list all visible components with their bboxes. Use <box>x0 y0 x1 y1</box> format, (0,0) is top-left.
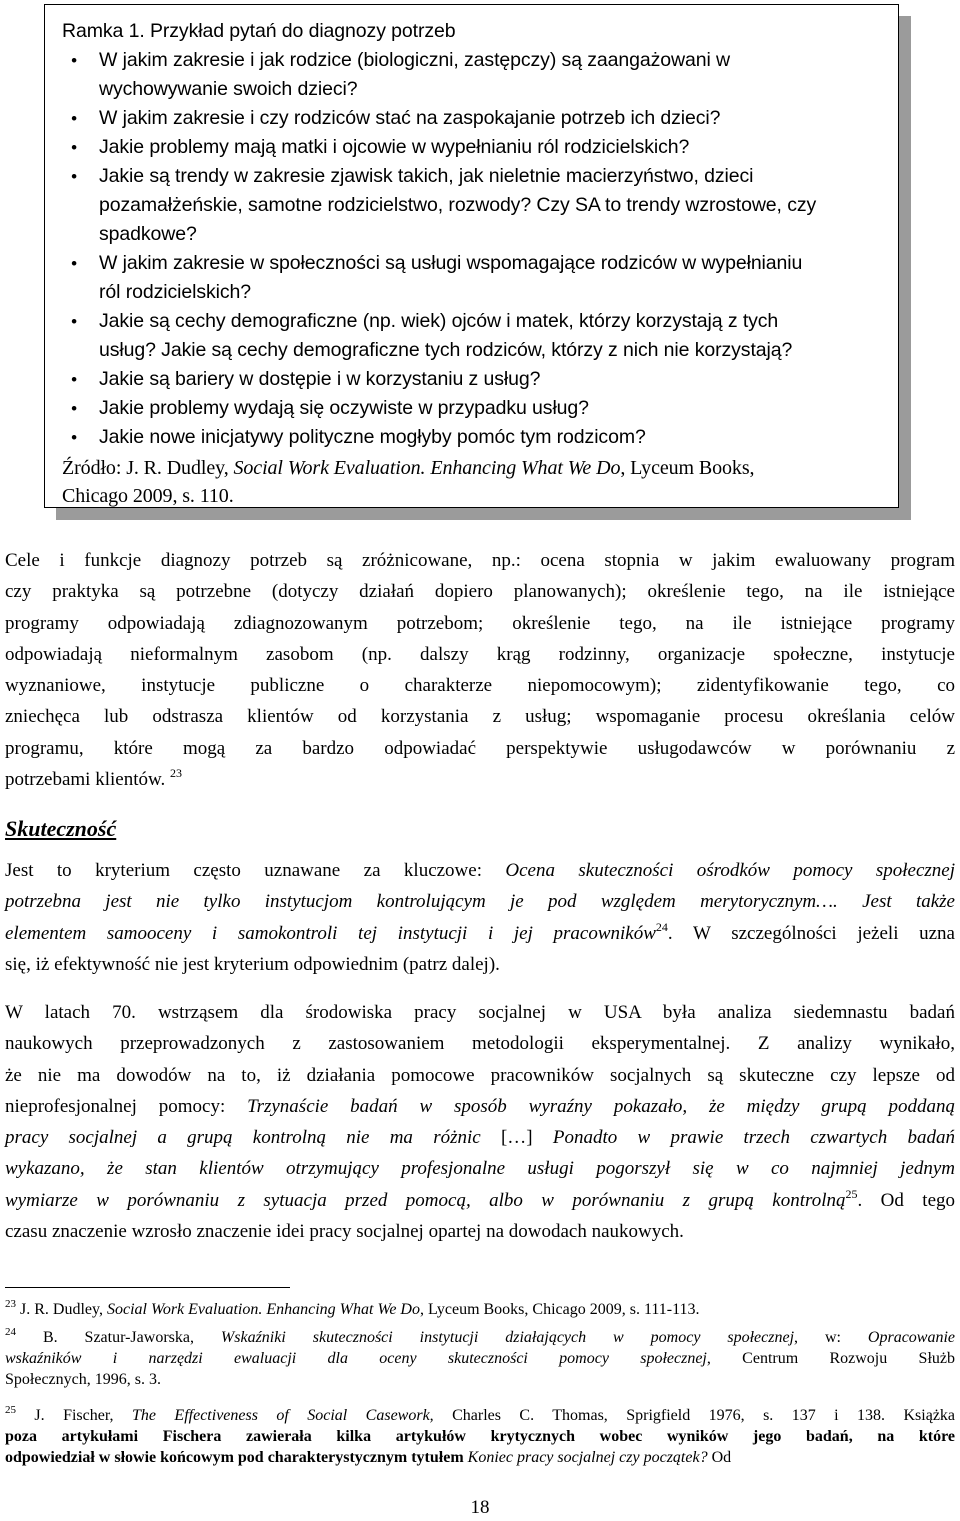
bullet-icon: • <box>71 428 77 447</box>
frame-bullet-text: pozamałżeńskie, samotne rodzicielstwo, rozwody? Czy SA to trendy wzrostowe, czy <box>99 194 817 216</box>
frame-bullet-text: Jakie są cechy demograficzne (np. wiek) ojców i matek, którzy korzystają z tych <box>99 310 779 332</box>
footnote-25-line-3 <box>5 1447 955 1468</box>
para3-line-4 <box>5 1091 955 1122</box>
para3-text: . Od tego <box>857 1189 956 1211</box>
source-prefix: Źródło: J. R. Dudley, <box>62 457 234 479</box>
para2-quote: Ocena skuteczności ośrodków pomocy społecznej <box>505 860 956 881</box>
para1-line: odpowiadają nieformalnym zasobom (np. dalszy krąg rodzinny, organizacje społeczne, instytucje <box>5 643 955 665</box>
para3-quote: wymiarze w porównaniu z sytuacja przed pomocą, albo w porównaniu z grupą kontrolną <box>5 1189 846 1211</box>
paragraph-needs-diagnosis <box>5 545 955 795</box>
footnote-title: The Effectiveness of Social Casework, <box>132 1407 434 1424</box>
para3-quote: wykazano, że stan klientów otrzymujący profesjonalne usługi pogorszył się w co najmniej jednym <box>5 1158 955 1180</box>
footnote-title: wskaźników i narzędzi ewaluacji dla oceny skuteczności pomocy społecznej <box>5 1350 707 1367</box>
para3-quote: pracy socjalnej a grupą kontrolną nie ma różnic <box>5 1127 481 1149</box>
footnote-text: Społecznych, 1996, s. 3. <box>5 1371 161 1388</box>
para1-line: programu, które mogą za bardzo odpowiadać perspektywie usługodawców w porównaniu z <box>5 737 955 759</box>
footnote-ref-24[interactable]: 24 <box>655 919 668 934</box>
footnote-text: odpowiedział w słowie końcowym pod charakterystycznym tytułem <box>5 1449 468 1466</box>
footnote-number: 23 <box>5 1298 16 1310</box>
frame-bullet-text: W jakim zakresie w społeczności są usługi wspomagające rodziców w wypełnianiu <box>99 252 803 274</box>
bullet-icon: • <box>71 51 77 70</box>
bullet-icon: • <box>71 254 77 273</box>
footnote-ref-23[interactable]: 23 <box>169 766 182 781</box>
frame-bullet-text: W jakim zakresie i jak rodzice (biologiczni, zastępczy) są zaangażowani w <box>99 49 731 71</box>
bullet-icon: • <box>71 399 77 418</box>
para1-text: potrzebami klientów. <box>5 769 166 791</box>
para3-text: nieprofesjonalnej pomocy: <box>5 1095 248 1117</box>
footnote-25-line-1 <box>5 1405 955 1426</box>
para1-line: programy odpowiadają zdiagnozowanym potrzebom; określenie tego, na ile istniejące programy <box>5 612 955 634</box>
source-title: Social Work Evaluation. Enhancing What We Do <box>233 457 621 479</box>
para1-line: zniechęca lub odstrasza klientów od korzystania z usług; wspomaganie procesu określania celów <box>5 706 955 728</box>
footnote-title: Koniec pracy socjalnej czy początek? <box>467 1449 708 1466</box>
para3-text: W latach 70. wstrząsem dla środowiska pracy socjalnej w USA była analiza siedemnastu badań <box>5 1002 955 1023</box>
footnote-23 <box>5 1299 955 1320</box>
footnote-text: J. R. Dudley, <box>16 1301 107 1318</box>
footnote-text: J. Fischer, <box>16 1407 132 1424</box>
frame-bullet-text: Jakie są bariery w dostępie i w korzystaniu z usług? <box>99 368 541 390</box>
bullet-icon: • <box>71 312 77 331</box>
frame-bullet-text: ról rodzicielskich? <box>99 281 251 303</box>
footnote-23-line-1 <box>5 1299 955 1320</box>
footnote-title: Wskaźniki skuteczności instytucji działających w pomocy społecznej <box>220 1329 795 1346</box>
frame-title: Ramka 1. Przykład pytań do diagnozy potrzeb <box>62 20 456 42</box>
footnote-number: 24 <box>5 1326 16 1338</box>
footnote-text: , Centrum Rozwoju Służb <box>706 1350 955 1367</box>
footnote-text: , w: <box>794 1329 868 1346</box>
para2-quote: elementem samooceny i samokontroli tej instytucji i jej pracowników <box>5 922 656 944</box>
para1-line: Cele i funkcje diagnozy potrzeb są zróżnicowane, np.: ocena stopnia w jakim ewaluowany program <box>5 550 955 571</box>
frame-bullet-item <box>62 46 884 104</box>
para2-line-4 <box>5 949 955 980</box>
para3-text: czasu znaczenie wzrosło znaczenie idei pracy socjalnej opartej na dowodach naukowych. <box>5 1221 684 1243</box>
footnote-24-line-1 <box>5 1327 955 1348</box>
footnote-text: Charles C. Thomas, Sprigfield 1976, s. 137 i 138. Książka <box>433 1407 956 1424</box>
para2-text: . W szczególności jeżeli uzna <box>667 922 955 944</box>
page-number: 18 <box>470 1497 490 1518</box>
frame-bullet-item <box>62 133 884 162</box>
frame-bullet-text: Jakie problemy mają matki i ojcowie w wypełnianiu ról rodzicielskich? <box>99 136 690 158</box>
frame-bullet-item <box>62 307 884 365</box>
para1-line: wyznaniowe, instytucje publiczne o charakterze niepomocowym); zidentyfikowanie tego, co <box>5 675 955 697</box>
footnote-24 <box>5 1327 955 1390</box>
footnote-title: Opracowanie <box>867 1329 956 1346</box>
footnote-separator <box>5 1287 290 1288</box>
frame-bullet-item <box>62 104 884 133</box>
footnote-text: B. Szatur-Jaworska, <box>16 1329 221 1346</box>
paragraph-effectiveness <box>5 855 955 980</box>
frame-bullet-text: Jakie są trendy w zakresie zjawisk takich, jak nieletnie macierzyństwo, dzieci <box>99 165 754 187</box>
frame-source <box>62 454 884 510</box>
footnote-title: Social Work Evaluation. Enhancing What We Do <box>106 1301 420 1318</box>
frame-bullet-item <box>62 423 884 452</box>
frame-bullet-item <box>62 249 884 307</box>
footnote-text: poza artykułami Fischera zawierała kilka artykułów krytycznych wobec wyników jego badań, na które <box>5 1428 955 1445</box>
para2-line-1 <box>5 855 955 886</box>
para3-line-5 <box>5 1122 955 1153</box>
footnote-text: , Lyceum Books, Chicago 2009, s. 111-113. <box>419 1301 700 1318</box>
footnote-ref-25[interactable]: 25 <box>845 1186 858 1201</box>
source-publisher: , Lyceum Books, <box>620 457 755 479</box>
frame-bullet-list <box>62 46 884 452</box>
para1-line: czy praktyka są potrzebne (dotyczy działań dopiero planowanych); określenie tego, na ile istniejące <box>5 581 955 603</box>
frame-bullet-text: Jakie problemy wydają się oczywiste w przypadku usług? <box>99 397 589 419</box>
frame-bullet-item <box>62 365 884 394</box>
para3-line-8 <box>5 1216 955 1247</box>
para2-text: się, iż efektywność nie jest kryterium odpowiednim (patrz dalej). <box>5 953 500 975</box>
footnote-number: 25 <box>5 1404 16 1416</box>
bullet-icon: • <box>71 370 77 389</box>
footnote-24-line-2 <box>5 1348 955 1369</box>
footnote-24-line-3 <box>5 1369 955 1390</box>
para3-line-3 <box>5 1060 955 1091</box>
paragraph-seventies-analysis <box>5 997 955 1247</box>
frame-content <box>62 17 884 510</box>
source-place-year: Chicago 2009, s. 110. <box>62 485 234 507</box>
para2-quote: potrzebna jest nie tylko instytucjom kontrolującym je pod względem merytorycznym…. Jest także <box>5 891 955 913</box>
footnote-25 <box>5 1405 955 1468</box>
bullet-icon: • <box>71 167 77 186</box>
para3-line-2 <box>5 1028 955 1059</box>
para3-text: […] <box>480 1127 553 1149</box>
frame-bullet-text: Jakie nowe inicjatywy polityczne mogłyby pomóc tym rodzicom? <box>99 426 646 448</box>
bullet-icon: • <box>71 138 77 157</box>
para3-quote: Trzynaście badań w sposób wyraźny pokazało, że między grupą poddaną <box>247 1095 955 1117</box>
para3-text: że nie ma dowodów na to, iż działania pomocowe pracowników socjalnych są skuteczne czy lepsze od <box>5 1064 955 1086</box>
para3-line-7 <box>5 1185 955 1216</box>
section-heading: Skuteczność <box>5 816 117 841</box>
footnote-text: Od <box>707 1449 732 1466</box>
frame-bullet-text: W jakim zakresie i czy rodziców stać na zaspokajanie potrzeb ich dzieci? <box>99 107 721 129</box>
para3-line-1 <box>5 997 955 1028</box>
frame-bullet-text: usług? Jakie są cechy demograficzne tych rodziców, którzy z nich nie korzystają? <box>99 339 793 361</box>
para2-line-2 <box>5 886 955 917</box>
para2-text: Jest to kryterium często uznawane za kluczowe: <box>5 860 506 881</box>
sidebar-frame-box <box>44 4 899 508</box>
para3-line-6 <box>5 1153 955 1184</box>
frame-bullet-text: wychowywanie swoich dzieci? <box>99 78 358 100</box>
bullet-icon: • <box>71 109 77 128</box>
footnote-25-line-2 <box>5 1426 955 1447</box>
frame-bullet-item <box>62 394 884 423</box>
para1-line <box>5 764 955 795</box>
para3-quote: Ponadto w prawie trzech czwartych badań <box>552 1127 956 1149</box>
frame-bullet-item <box>62 162 884 249</box>
para2-line-3 <box>5 918 955 949</box>
para3-text: naukowych przeprowadzonych z zastosowaniem metodologii eksperymentalnej. Z analizy wynikało, <box>5 1033 955 1055</box>
frame-bullet-text: spadkowe? <box>99 223 197 245</box>
